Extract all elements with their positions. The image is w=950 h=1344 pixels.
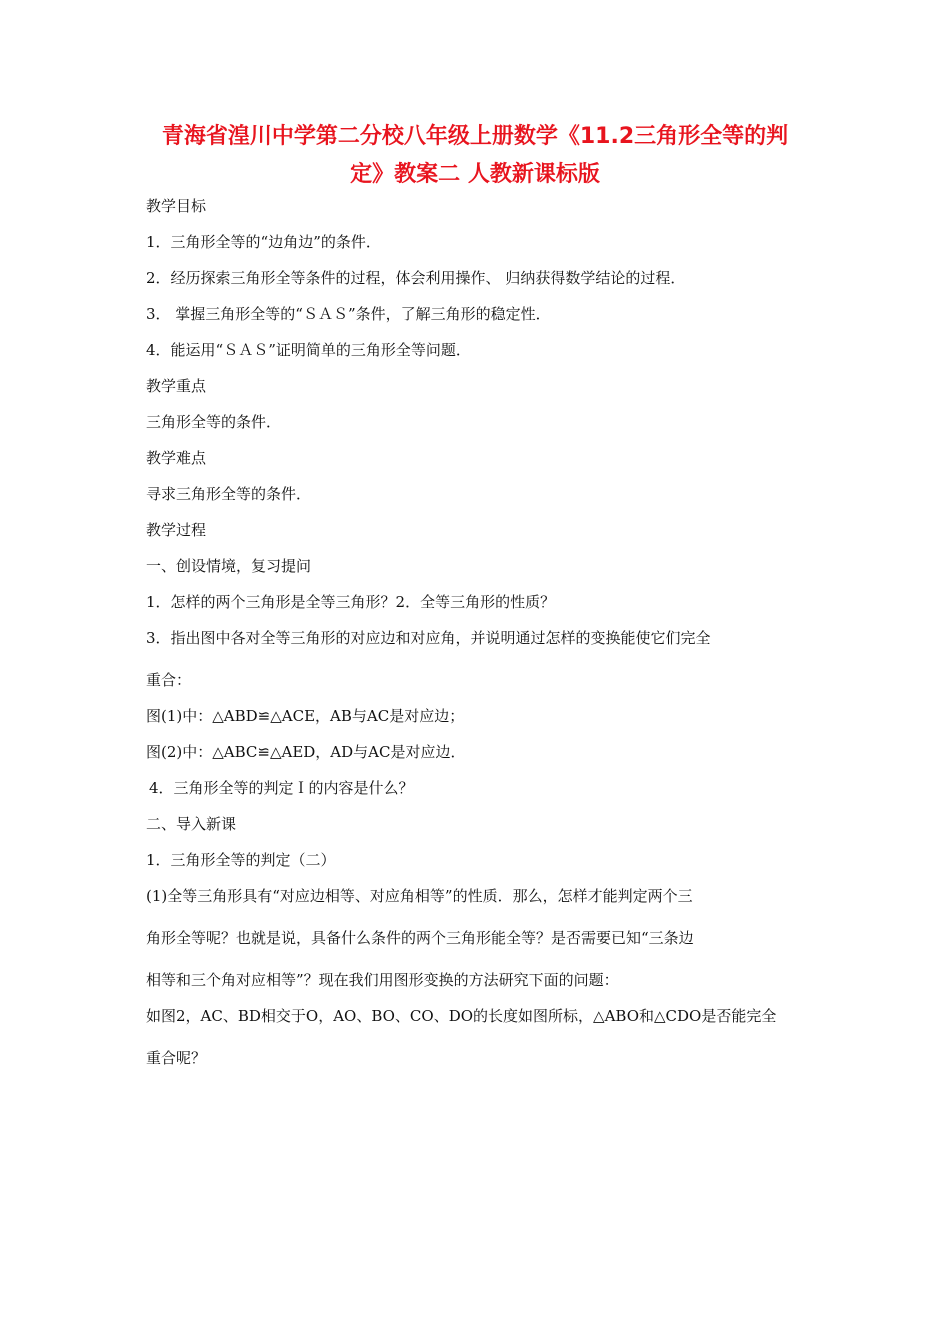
goal-3: 3． 掌握三角形全等的“ＳＡＳ”条件，了解三角形的稳定性． bbox=[146, 305, 551, 323]
key-point-text: 三角形全等的条件． bbox=[146, 413, 282, 431]
document-body bbox=[146, 196, 806, 1084]
paragraph-1-line-3: 相等和三个角对应相等”？现在我们用图形变换的方法研究下面的问题： bbox=[146, 971, 619, 989]
review-question-4: 4．三角形全等的判定Ｉ的内容是什么？ bbox=[149, 779, 414, 797]
paragraph-1-line-2: 角形全等呢？也就是说，具备什么条件的两个三角形能全等？是否需要已知“三条边 bbox=[146, 929, 694, 947]
review-question-3: 3．指出图中各对全等三角形的对应边和对应角，并说明通过怎样的变换能使它们完全 bbox=[146, 629, 711, 647]
paragraph-2-line-1: 如图2，AC、BD相交于O，AO、BO、CO、DO的长度如图所标，△ABO和△CDO是否能完全 bbox=[146, 1007, 777, 1025]
heading-key-points: 教学重点 bbox=[146, 377, 207, 395]
figure-2-answer: 图(2)中：△ABC≌△AED，AD与AC是对应边． bbox=[146, 743, 466, 761]
goal-4: 4．能运用“ＳＡＳ”证明简单的三角形全等问题． bbox=[146, 341, 471, 359]
subsection-1-heading: 1．三角形全等的判定（二） bbox=[146, 851, 336, 869]
figure-1-answer: 图(1)中：△ABD≌△ACE，AB与AC是对应边； bbox=[146, 707, 465, 725]
section-2-heading: 二、导入新课 bbox=[146, 815, 237, 833]
title-line-2: 定》教案二 人教新课标版 bbox=[350, 162, 600, 187]
document-title bbox=[130, 118, 820, 194]
goal-2: 2．经历探索三角形全等条件的过程，体会利用操作、 归纳获得数学结论的过程． bbox=[146, 269, 686, 287]
paragraph-2-line-2: 重合呢？ bbox=[146, 1049, 207, 1067]
review-question-3-cont: 重合： bbox=[146, 671, 192, 689]
heading-difficulties: 教学难点 bbox=[146, 449, 207, 467]
difficulty-text: 寻求三角形全等的条件． bbox=[146, 485, 312, 503]
review-question-1-2: 1．怎样的两个三角形是全等三角形？2．全等三角形的性质？ bbox=[146, 593, 556, 611]
goal-1: 1．三角形全等的“边角边”的条件． bbox=[146, 233, 381, 251]
paragraph-1-line-1: (1)全等三角形具有“对应边相等、对应角相等”的性质．那么，怎样才能判定两个三 bbox=[146, 887, 693, 905]
title-line-1: 青海省湟川中学第二分校八年级上册数学《11.2三角形全等的判 bbox=[161, 124, 789, 149]
section-1-heading: 一、创设情境，复习提问 bbox=[146, 557, 312, 575]
heading-process: 教学过程 bbox=[146, 521, 207, 539]
heading-teaching-goals: 教学目标 bbox=[146, 197, 207, 215]
